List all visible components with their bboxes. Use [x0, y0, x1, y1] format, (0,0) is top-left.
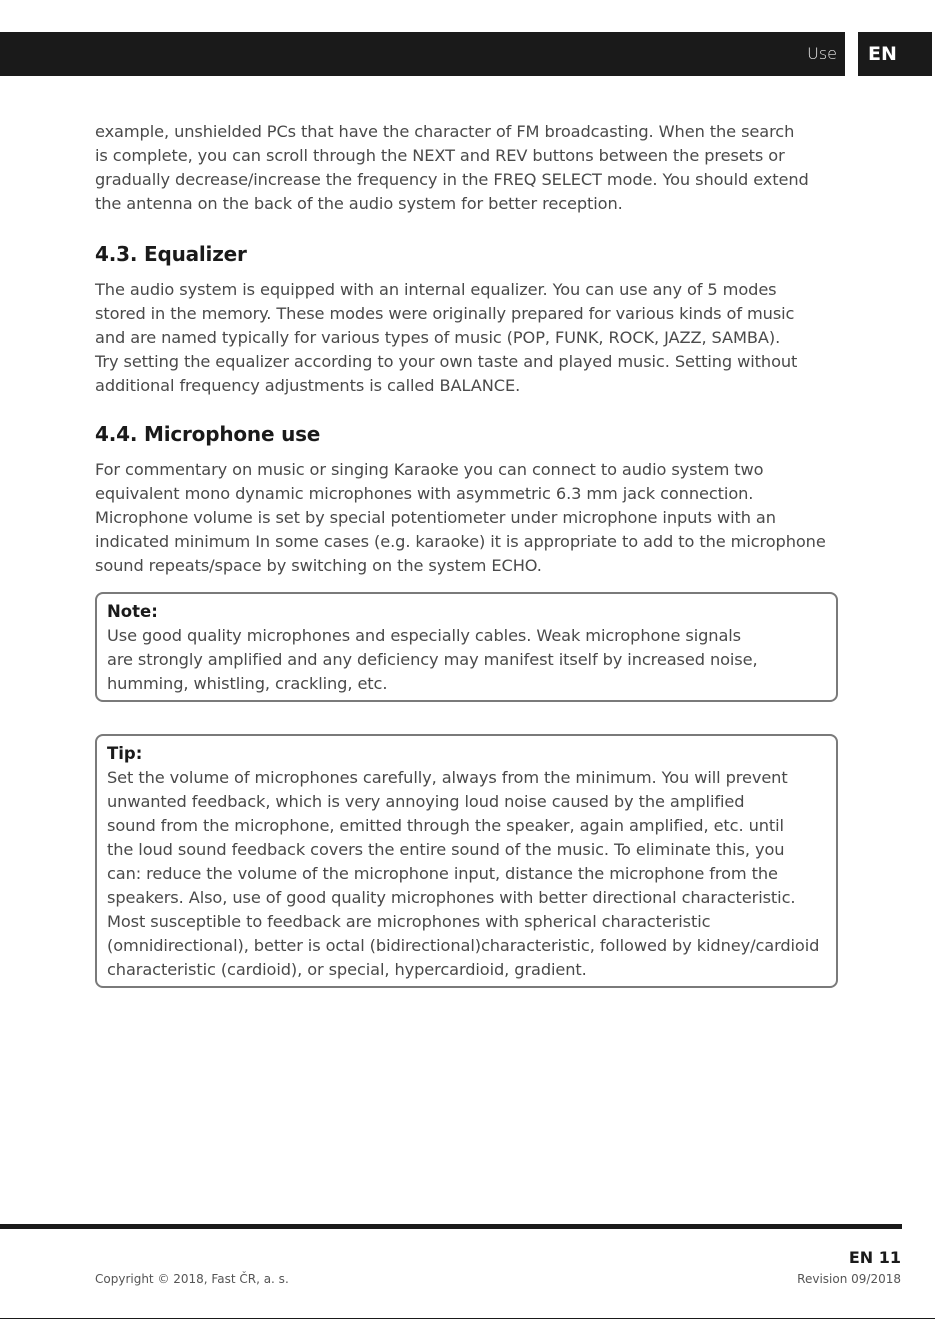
text-line: the antenna on the back of the audio system for better reception.	[95, 194, 623, 213]
text-line: stored in the memory. These modes were originally prepared for various kinds of music	[95, 304, 795, 323]
copyright: Copyright © 2018, Fast ČR, a. s.	[95, 1272, 289, 1286]
text-line: sound from the microphone, emitted through the speaker, again amplified, etc. until	[107, 816, 784, 835]
text-line: Use good quality microphones and especially cables. Weak microphone signals	[107, 626, 742, 645]
text-line: equivalent mono dynamic microphones with asymmetric 6.3 mm jack connection.	[95, 484, 754, 503]
revision: Revision 09/2018	[797, 1272, 901, 1286]
header-bar	[0, 32, 845, 76]
text-line: humming, whistling, crackling, etc.	[107, 674, 388, 693]
text-line: the loud sound feedback covers the entire sound of the music. To eliminate this, you	[107, 840, 785, 859]
note-title: Note:	[107, 602, 158, 621]
text-line: can: reduce the volume of the microphone input, distance the microphone from the	[107, 864, 778, 883]
text-line: are strongly amplified and any deficiency may manifest itself by increased noise,	[107, 650, 758, 669]
text-line: Set the volume of microphones carefully, always from the minimum. You will prevent	[107, 768, 788, 787]
text-line: Microphone volume is set by special potentiometer under microphone inputs with an	[95, 508, 776, 527]
text-line: and are named typically for various types of music (POP, FUNK, ROCK, JAZZ, SAMBA).	[95, 328, 781, 347]
footer-divider	[0, 1224, 902, 1229]
intro-paragraph	[95, 120, 840, 216]
text-line: speakers. Also, use of good quality microphones with better directional characteristic.	[107, 888, 796, 907]
equalizer-paragraph	[95, 278, 840, 398]
text-line: is complete, you can scroll through the NEXT and REV buttons between the presets or	[95, 146, 785, 165]
tip-text	[107, 766, 826, 982]
text-line: characteristic (cardioid), or special, hypercardioid, gradient.	[107, 960, 587, 979]
note-text	[107, 624, 826, 696]
page-content	[95, 120, 840, 988]
page-number: EN 11	[848, 1248, 901, 1267]
text-line: Most susceptible to feedback are microphones with spherical characteristic	[107, 912, 711, 931]
text-line: indicated minimum In some cases (e.g. karaoke) it is appropriate to add to the microphone	[95, 532, 826, 551]
tip-box	[95, 734, 838, 988]
note-box	[95, 592, 838, 702]
text-line: unwanted feedback, which is very annoying loud noise caused by the amplified	[107, 792, 745, 811]
text-line: sound repeats/space by switching on the system ECHO.	[95, 556, 542, 575]
equalizer-heading: 4.3. Equalizer	[95, 242, 247, 266]
text-line: additional frequency adjustments is called BALANCE.	[95, 376, 521, 395]
bottom-divider	[0, 1318, 935, 1319]
text-line: (omnidirectional), better is octal (bidirectional)characteristic, followed by kidney/cardioid	[107, 936, 820, 955]
text-line: example, unshielded PCs that have the character of FM broadcasting. When the search	[95, 122, 795, 141]
microphone-heading: 4.4. Microphone use	[95, 422, 321, 446]
text-line: Try setting the equalizer according to your own taste and played music. Setting without	[95, 352, 798, 371]
text-line: The audio system is equipped with an internal equalizer. You can use any of 5 modes	[95, 280, 777, 299]
language-tag: EN	[858, 32, 932, 76]
microphone-paragraph	[95, 458, 840, 578]
text-line: For commentary on music or singing Karaoke you can connect to audio system two	[95, 460, 764, 479]
tip-title: Tip:	[107, 744, 143, 763]
section-title: Use	[807, 44, 837, 63]
text-line: gradually decrease/increase the frequency in the FREQ SELECT mode. You should extend	[95, 170, 809, 189]
